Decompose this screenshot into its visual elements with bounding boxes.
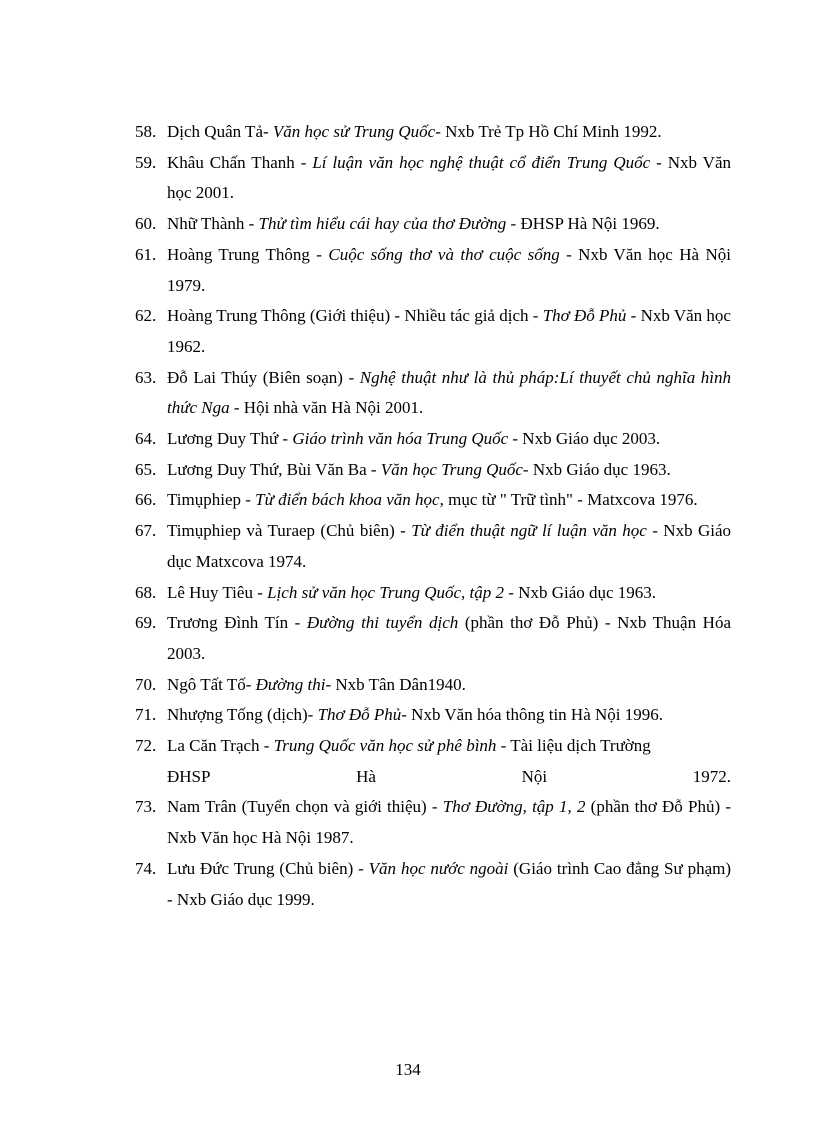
- reference-text: [167, 736, 651, 755]
- reference-title: Lí luận văn học nghệ thuật cổ điển Trung Quốc: [312, 152, 651, 172]
- reference-title: Giáo trình văn hóa Trung Quốc: [292, 429, 509, 449]
- reference-author: Lê Huy Tiêu -: [167, 582, 268, 602]
- reference-publisher: - Nxb Văn học 1962.: [167, 306, 731, 356]
- reference-continuation-word: ĐHSP: [167, 766, 211, 786]
- reference-author: Hoàng Trung Thông (Giới thiệu) - Nhiều tác giả dịch -: [167, 306, 543, 326]
- reference-item: [135, 792, 731, 853]
- reference-title: Đường thi tuyển dịch: [306, 613, 459, 633]
- reference-item: [135, 670, 731, 701]
- reference-publisher: - Tài liệu dịch Trường: [496, 736, 651, 756]
- reference-text: [167, 214, 660, 233]
- reference-number: 70.: [135, 674, 157, 694]
- reference-item: [135, 424, 731, 455]
- reference-text: [167, 583, 656, 602]
- reference-author: La Căn Trạch -: [167, 736, 274, 756]
- reference-publisher: - Nxb Tân Dân1940.: [325, 674, 466, 694]
- reference-title: Văn học Trung Quốc: [380, 459, 523, 479]
- reference-number: 60.: [135, 214, 157, 234]
- reference-text: [167, 613, 731, 663]
- reference-title: Từ điển thuật ngữ lí luận văn học: [411, 521, 647, 541]
- reference-publisher: (phần thơ Đỗ Phủ) - Nxb Văn học Hà Nội 1987.: [167, 797, 731, 848]
- reference-text: [167, 245, 731, 295]
- reference-list: [135, 117, 731, 915]
- reference-title: Văn học nước ngoài: [368, 858, 509, 878]
- reference-publisher: - Nxb Giáo dục 2003.: [508, 429, 661, 449]
- reference-item: [135, 301, 731, 362]
- reference-number: 61.: [135, 244, 157, 264]
- reference-number: 72.: [135, 736, 157, 756]
- reference-author: Khâu Chấn Thanh -: [167, 152, 313, 172]
- reference-number: 67.: [135, 521, 157, 541]
- reference-publisher: - Nxb Giáo dục Matxcova 1974.: [167, 521, 731, 571]
- reference-title: Thử tìm hiểu cái hay của thơ Đường: [258, 214, 507, 234]
- reference-title: Trung Quốc văn học sử phê bình: [273, 736, 497, 756]
- reference-publisher: - Nxb Văn hóa thông tin Hà Nội 1996.: [401, 705, 664, 725]
- reference-text: [167, 122, 662, 141]
- reference-title: Lịch sử văn học Trung Quốc, tập 2: [267, 582, 505, 602]
- reference-number: 58.: [135, 122, 157, 141]
- reference-text: [167, 490, 698, 509]
- reference-number: 69.: [135, 613, 157, 633]
- reference-text: [167, 460, 671, 479]
- reference-author: Nam Trân (Tuyển chọn và giới thiệu) -: [167, 797, 443, 817]
- reference-text: [167, 797, 731, 847]
- reference-title: Văn học sử Trung Quốc: [272, 122, 436, 141]
- reference-number: 64.: [135, 429, 157, 449]
- reference-publisher: (phần thơ Đỗ Phủ) - Nxb Thuận Hóa 2003.: [167, 613, 731, 663]
- reference-number: 59.: [135, 152, 157, 172]
- reference-number: 71.: [135, 705, 157, 725]
- reference-author: Nhượng Tống (dịch)-: [167, 705, 318, 725]
- reference-number: 62.: [135, 306, 157, 326]
- reference-text: [167, 705, 663, 724]
- reference-continuation-line: [167, 762, 731, 793]
- reference-item: [135, 455, 731, 486]
- reference-author: Lương Duy Thứ, Bùi Văn Ba -: [167, 459, 381, 479]
- reference-continuation-word: Nội: [521, 766, 548, 786]
- reference-publisher: - ĐHSP Hà Nội 1969.: [506, 214, 660, 234]
- reference-title: Thơ Đỗ Phủ: [542, 306, 627, 326]
- reference-item: [135, 117, 731, 148]
- reference-author: Ngô Tất Tố-: [167, 674, 256, 694]
- reference-continuation-word: Hà: [356, 766, 376, 786]
- reference-author: Timụphiep và Turaep (Chủ biên) -: [167, 521, 412, 541]
- reference-title: Thơ Đường, tập 1, 2: [442, 797, 586, 817]
- reference-text: [167, 429, 660, 448]
- reference-title: Nghệ thuật như là thủ pháp:Lí thuyết chủ nghĩa hình thức Nga: [167, 367, 732, 418]
- reference-publisher: , mục từ " Trữ tình" - Matxcova 1976.: [439, 490, 698, 510]
- reference-item: [135, 363, 731, 424]
- reference-author: Đỗ Lai Thúy (Biên soạn) -: [167, 367, 360, 387]
- reference-number: 73.: [135, 797, 157, 817]
- reference-item: [135, 516, 731, 577]
- reference-number: 66.: [135, 490, 157, 510]
- reference-text: [167, 675, 466, 694]
- reference-author: Lương Duy Thứ -: [167, 429, 293, 449]
- reference-item: [135, 854, 731, 915]
- reference-text: [167, 368, 731, 418]
- reference-item: [135, 209, 731, 240]
- reference-text: [167, 153, 731, 203]
- reference-item: [135, 731, 731, 792]
- reference-author: Timụphiep -: [167, 490, 256, 510]
- reference-item: [135, 240, 731, 301]
- reference-item: [135, 148, 731, 209]
- reference-publisher: - Nxb Giáo dục 1963.: [522, 459, 671, 479]
- reference-publisher: - Nxb Văn học 2001.: [167, 152, 731, 203]
- reference-title: Đường thi: [255, 674, 326, 694]
- reference-author: Hoàng Trung Thông -: [167, 244, 329, 264]
- reference-publisher: - Hội nhà văn Hà Nội 2001.: [229, 398, 424, 418]
- reference-item: [135, 485, 731, 516]
- reference-publisher: - Nxb Giáo dục 1963.: [504, 582, 657, 602]
- reference-item: [135, 578, 731, 609]
- reference-publisher: - Nxb Văn học Hà Nội 1979.: [167, 244, 731, 295]
- page-number: 134: [395, 1060, 421, 1079]
- reference-publisher: (Giáo trình Cao đẳng Sư phạm) - Nxb Giáo dục 1999.: [167, 858, 732, 909]
- reference-continuation-word: 1972.: [692, 766, 731, 786]
- reference-item: [135, 700, 731, 731]
- reference-title: Cuộc sống thơ và thơ cuộc sống: [328, 244, 560, 264]
- reference-text: [167, 521, 731, 571]
- reference-title: Thơ Đỗ Phủ: [317, 705, 402, 725]
- reference-number: 74.: [135, 858, 157, 878]
- reference-number: 68.: [135, 582, 157, 602]
- reference-title: Từ điển bách khoa văn học: [255, 490, 440, 510]
- reference-author: Nhữ Thành -: [167, 214, 259, 234]
- reference-number: 65.: [135, 459, 157, 479]
- reference-number: 63.: [135, 367, 157, 387]
- reference-author: Dịch Quân Tả-: [167, 122, 273, 141]
- reference-author: Lưu Đức Trung (Chủ biên) -: [167, 858, 369, 878]
- reference-publisher: - Nxb Trẻ Tp Hồ Chí Minh 1992.: [435, 122, 662, 141]
- reference-text: [167, 306, 731, 356]
- reference-item: [135, 608, 731, 669]
- reference-text: [167, 859, 731, 909]
- reference-author: Trương Đình Tín -: [167, 613, 307, 633]
